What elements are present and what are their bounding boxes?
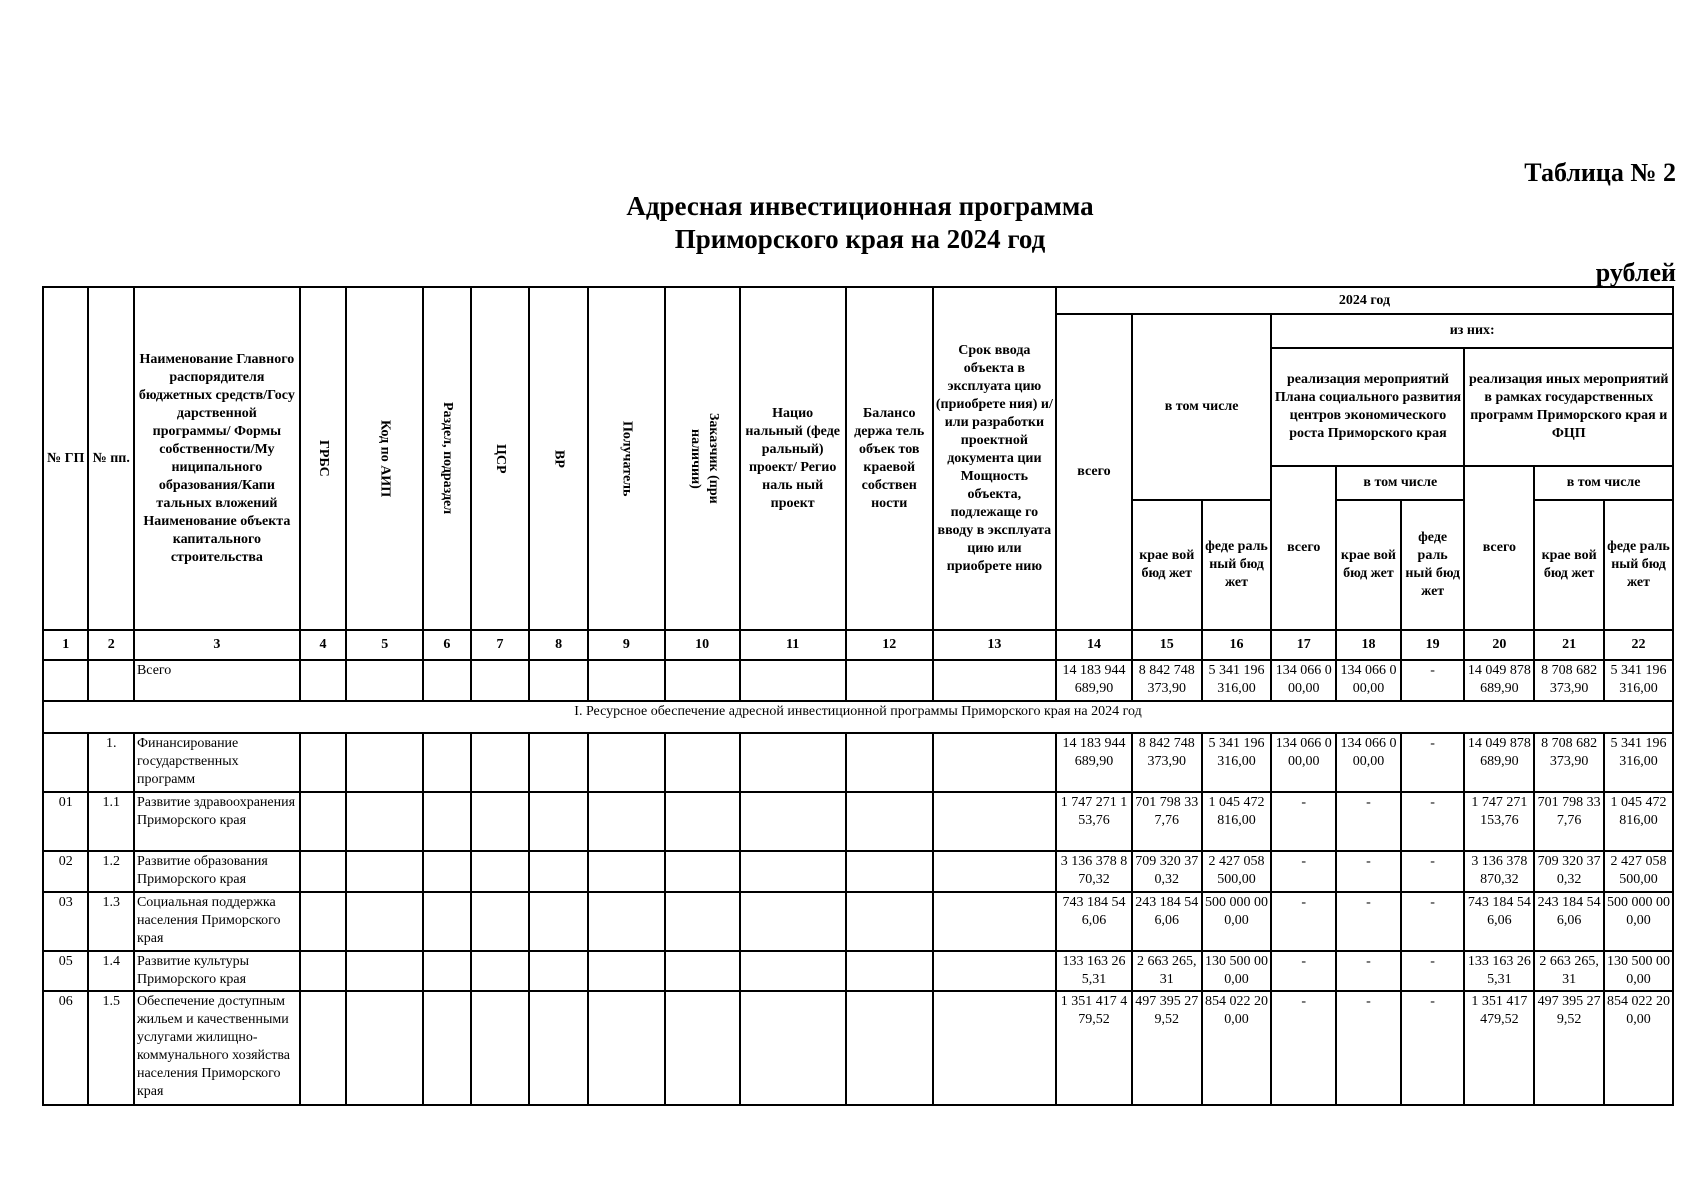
header-other-federal-budget: феде раль ный бюд жет xyxy=(1604,500,1673,630)
column-number: 15 xyxy=(1132,630,1202,660)
cell-value: 1 351 417 479,52 xyxy=(1464,991,1534,1105)
header-of-which: из них: xyxy=(1271,314,1673,348)
column-number: 10 xyxy=(665,630,740,660)
column-number: 5 xyxy=(346,630,423,660)
header-balance-holder: Балансо держа тель объек тов краевой собствен ности xyxy=(846,287,933,630)
cell-value: 14 183 944 689,90 xyxy=(1056,733,1132,792)
cell-value: - xyxy=(1336,991,1401,1105)
cell-value: - xyxy=(1401,991,1465,1105)
cell-name: Развитие здравоохранения Приморского края xyxy=(134,792,300,851)
cell-pp xyxy=(88,660,133,701)
column-number: 7 xyxy=(471,630,530,660)
cell-value: 243 184 546,06 xyxy=(1534,892,1604,951)
cell-empty xyxy=(665,892,740,951)
cell-empty xyxy=(665,660,740,701)
header-gp: № ГП xyxy=(43,287,88,630)
cell-value: 14 049 878 689,90 xyxy=(1464,660,1534,701)
cell-value: 8 708 682 373,90 xyxy=(1534,660,1604,701)
cell-empty xyxy=(471,660,530,701)
header-other-total: всего xyxy=(1464,466,1534,630)
column-number-row xyxy=(43,630,1673,660)
table-number-label: Таблица № 2 xyxy=(1524,158,1676,187)
cell-value: 133 163 265,31 xyxy=(1056,951,1132,992)
cell-value: 8 842 748 373,90 xyxy=(1132,660,1202,701)
table-row-total xyxy=(43,660,1673,701)
cell-empty xyxy=(529,792,588,851)
header-plan-including: в том числе xyxy=(1336,466,1464,500)
cell-value: 701 798 337,76 xyxy=(1534,792,1604,851)
cell-empty xyxy=(740,660,846,701)
cell-value: 133 163 265,31 xyxy=(1464,951,1534,992)
cell-value: - xyxy=(1401,951,1465,992)
cell-empty xyxy=(933,991,1056,1105)
column-number: 21 xyxy=(1534,630,1604,660)
column-number: 8 xyxy=(529,630,588,660)
column-number: 4 xyxy=(300,630,347,660)
column-number: 11 xyxy=(740,630,846,660)
cell-value: - xyxy=(1336,951,1401,992)
cell-empty xyxy=(529,660,588,701)
cell-empty xyxy=(300,991,347,1105)
program-rows xyxy=(43,733,1673,1105)
cell-value: 709 320 370,32 xyxy=(1534,851,1604,892)
cell-empty xyxy=(846,892,933,951)
cell-value: 14 049 878 689,90 xyxy=(1464,733,1534,792)
cell-value: 130 500 000,00 xyxy=(1604,951,1673,992)
column-number: 2 xyxy=(88,630,133,660)
cell-empty xyxy=(346,792,423,851)
cell-empty xyxy=(346,991,423,1105)
cell-empty xyxy=(665,792,740,851)
cell-empty xyxy=(740,991,846,1105)
cell-empty xyxy=(471,733,530,792)
table-row xyxy=(43,892,1673,951)
cell-empty xyxy=(846,792,933,851)
cell-empty xyxy=(300,951,347,992)
cell-empty xyxy=(665,991,740,1105)
cell-value: 497 395 279,52 xyxy=(1132,991,1202,1105)
cell-value: - xyxy=(1271,851,1336,892)
cell-empty xyxy=(933,660,1056,701)
cell-pp: 1.1 xyxy=(88,792,133,851)
header-plan-federal-budget: феде раль ный бюд жет xyxy=(1401,500,1465,630)
header-regional-budget: крае вой бюд жет xyxy=(1132,500,1202,630)
cell-empty xyxy=(300,660,347,701)
cell-empty xyxy=(933,733,1056,792)
cell-empty xyxy=(300,733,347,792)
cell-value: 1 045 472 816,00 xyxy=(1202,792,1272,851)
header-vr xyxy=(529,287,588,630)
cell-empty xyxy=(740,792,846,851)
document-title xyxy=(0,190,1698,256)
cell-value: 8 708 682 373,90 xyxy=(1534,733,1604,792)
cell-gp: 02 xyxy=(43,851,88,892)
cell-pp: 1.4 xyxy=(88,951,133,992)
header-total: всего xyxy=(1056,314,1132,630)
header-plan-total: всего xyxy=(1271,466,1336,630)
cell-empty xyxy=(588,733,665,792)
table-row xyxy=(43,792,1673,851)
header-aip-code xyxy=(346,287,423,630)
header-recipient-text: Получатель xyxy=(619,420,635,497)
header-grbs-text: ГРБС xyxy=(316,440,332,477)
cell-empty xyxy=(740,892,846,951)
cell-empty xyxy=(471,892,530,951)
cell-empty xyxy=(300,892,347,951)
cell-value: - xyxy=(1401,733,1465,792)
cell-gp: 05 xyxy=(43,951,88,992)
header-customer-text: Заказчик (при наличии) xyxy=(688,413,722,504)
cell-empty xyxy=(346,851,423,892)
cell-value: 5 341 196 316,00 xyxy=(1202,733,1272,792)
header-plan-group: реализация мероприятий Плана социального развития центров экономического роста Приморского края xyxy=(1271,348,1464,466)
cell-value: 134 066 000,00 xyxy=(1271,660,1336,701)
cell-name: Социальная поддержка населения Приморского края xyxy=(134,892,300,951)
cell-value: - xyxy=(1401,660,1465,701)
cell-pp: 1.3 xyxy=(88,892,133,951)
cell-empty xyxy=(846,951,933,992)
cell-value: 134 066 000,00 xyxy=(1271,733,1336,792)
header-aip-code-text: Код по АИП xyxy=(377,419,393,498)
cell-value: 709 320 370,32 xyxy=(1132,851,1202,892)
column-number: 14 xyxy=(1056,630,1132,660)
cell-value: - xyxy=(1336,851,1401,892)
cell-name: Развитие культуры Приморского края xyxy=(134,951,300,992)
cell-empty xyxy=(588,951,665,992)
cell-empty xyxy=(423,951,471,992)
investment-program-table xyxy=(42,286,1674,1106)
section-title: I. Ресурсное обеспечение адресной инвестиционной программы Приморского края на 2024 год xyxy=(43,701,1673,734)
cell-empty xyxy=(529,851,588,892)
cell-value: 1 045 472 816,00 xyxy=(1604,792,1673,851)
cell-value: 2 427 058 500,00 xyxy=(1604,851,1673,892)
cell-pp: 1.5 xyxy=(88,991,133,1105)
table-row xyxy=(43,951,1673,992)
cell-empty xyxy=(471,991,530,1105)
cell-empty xyxy=(665,733,740,792)
title-line-1: Адресная инвестиционная программа xyxy=(626,191,1094,221)
header-name: Наименование Главного распорядителя бюджетных средств/Госу дарственной программы/ Формы собственности/Му ниципального образования/Капи тальных вложений Наименование объекта капитального строительства xyxy=(134,287,300,630)
cell-gp xyxy=(43,733,88,792)
units-label: рублей xyxy=(1595,258,1676,287)
cell-empty xyxy=(346,892,423,951)
table-row xyxy=(43,851,1673,892)
cell-value: 2 663 265,31 xyxy=(1132,951,1202,992)
cell-value: 854 022 200,00 xyxy=(1604,991,1673,1105)
column-number: 13 xyxy=(933,630,1056,660)
cell-value: 1 747 271 153,76 xyxy=(1464,792,1534,851)
header-customer xyxy=(665,287,740,630)
header-pp: № пп. xyxy=(88,287,133,630)
table-row xyxy=(43,991,1673,1105)
cell-empty xyxy=(588,792,665,851)
column-number: 3 xyxy=(134,630,300,660)
cell-empty xyxy=(933,951,1056,992)
cell-value: 701 798 337,76 xyxy=(1132,792,1202,851)
cell-empty xyxy=(846,991,933,1105)
title-line-2: Приморского края на 2024 год xyxy=(674,224,1046,254)
cell-empty xyxy=(846,851,933,892)
cell-empty xyxy=(471,951,530,992)
cell-value: 743 184 546,06 xyxy=(1464,892,1534,951)
cell-empty xyxy=(846,660,933,701)
cell-empty xyxy=(423,892,471,951)
cell-value: 1 747 271 153,76 xyxy=(1056,792,1132,851)
cell-empty xyxy=(423,991,471,1105)
cell-value: 2 427 058 500,00 xyxy=(1202,851,1272,892)
cell-empty xyxy=(300,792,347,851)
cell-value: - xyxy=(1401,792,1465,851)
cell-empty xyxy=(933,792,1056,851)
column-number: 9 xyxy=(588,630,665,660)
cell-value: 134 066 000,00 xyxy=(1336,660,1401,701)
cell-value: - xyxy=(1401,892,1465,951)
cell-empty xyxy=(471,851,530,892)
cell-pp: 1.2 xyxy=(88,851,133,892)
cell-value: 5 341 196 316,00 xyxy=(1604,660,1673,701)
cell-name: Всего xyxy=(134,660,300,701)
cell-empty xyxy=(588,851,665,892)
cell-empty xyxy=(740,733,846,792)
cell-value: 500 000 000,00 xyxy=(1604,892,1673,951)
header-csr-text: ЦСР xyxy=(492,443,508,474)
cell-value: - xyxy=(1271,951,1336,992)
cell-empty xyxy=(529,733,588,792)
header-other-including: в том числе xyxy=(1534,466,1673,500)
cell-empty xyxy=(933,851,1056,892)
cell-empty xyxy=(346,951,423,992)
cell-empty xyxy=(423,851,471,892)
cell-name: Развитие образования Приморского края xyxy=(134,851,300,892)
cell-empty xyxy=(471,792,530,851)
header-commission-term: Срок ввода объекта в эксплуата цию (приобрете ния) и/или разработки проектной документа ции Мощность объекта, подлежаще го вводу в эксплуата цию или приобрете нию xyxy=(933,287,1056,630)
cell-value: 134 066 000,00 xyxy=(1336,733,1401,792)
cell-gp xyxy=(43,660,88,701)
cell-value: 3 136 378 870,32 xyxy=(1464,851,1534,892)
cell-value: 5 341 196 316,00 xyxy=(1604,733,1673,792)
header-section-text: Раздел, подраздел xyxy=(439,402,455,515)
cell-value: 130 500 000,00 xyxy=(1202,951,1272,992)
header-grbs xyxy=(300,287,347,630)
cell-empty xyxy=(588,660,665,701)
cell-empty xyxy=(588,892,665,951)
header-csr xyxy=(471,287,530,630)
cell-value: - xyxy=(1271,792,1336,851)
cell-empty xyxy=(588,991,665,1105)
column-number: 1 xyxy=(43,630,88,660)
cell-value: 854 022 200,00 xyxy=(1202,991,1272,1105)
cell-value: 3 136 378 870,32 xyxy=(1056,851,1132,892)
column-number: 19 xyxy=(1401,630,1465,660)
cell-value: 14 183 944 689,90 xyxy=(1056,660,1132,701)
cell-empty xyxy=(300,851,347,892)
header-national-project: Нацио нальный (феде ральный) проект/ Регио наль ный проект xyxy=(740,287,846,630)
cell-gp: 01 xyxy=(43,792,88,851)
cell-empty xyxy=(529,892,588,951)
cell-value: - xyxy=(1271,892,1336,951)
cell-empty xyxy=(933,892,1056,951)
cell-value: 1 351 417 479,52 xyxy=(1056,991,1132,1105)
cell-empty xyxy=(423,733,471,792)
header-other-regional-budget: крае вой бюд жет xyxy=(1534,500,1604,630)
cell-name: Обеспечение доступным жильем и качественными услугами жилищно-коммунального хозяйства населения Приморского края xyxy=(134,991,300,1105)
column-number: 20 xyxy=(1464,630,1534,660)
header-recipient xyxy=(588,287,665,630)
cell-value: - xyxy=(1401,851,1465,892)
cell-empty xyxy=(529,991,588,1105)
cell-empty xyxy=(346,733,423,792)
cell-value: 743 184 546,06 xyxy=(1056,892,1132,951)
header-other-group: реализация иных мероприятий в рамках государственных программ Приморского края и ФЦП xyxy=(1464,348,1673,466)
header-section xyxy=(423,287,471,630)
cell-empty xyxy=(346,660,423,701)
cell-value: 243 184 546,06 xyxy=(1132,892,1202,951)
header-plan-regional-budget: крае вой бюд жет xyxy=(1336,500,1401,630)
cell-empty xyxy=(740,851,846,892)
header-year: 2024 год xyxy=(1056,287,1673,314)
column-number: 12 xyxy=(846,630,933,660)
cell-name: Финансирование государственных программ xyxy=(134,733,300,792)
cell-empty xyxy=(423,792,471,851)
cell-empty xyxy=(665,951,740,992)
cell-pp: 1. xyxy=(88,733,133,792)
table-row-section xyxy=(43,701,1673,734)
cell-value: - xyxy=(1336,892,1401,951)
header-federal-budget: феде раль ный бюд жет xyxy=(1202,500,1272,630)
cell-gp: 03 xyxy=(43,892,88,951)
cell-empty xyxy=(846,733,933,792)
cell-value: 2 663 265,31 xyxy=(1534,951,1604,992)
cell-empty xyxy=(665,851,740,892)
cell-value: 497 395 279,52 xyxy=(1534,991,1604,1105)
table-row xyxy=(43,733,1673,792)
column-number: 6 xyxy=(423,630,471,660)
cell-gp: 06 xyxy=(43,991,88,1105)
cell-value: - xyxy=(1271,991,1336,1105)
cell-empty xyxy=(423,660,471,701)
header-vr-text: ВР xyxy=(551,449,567,468)
cell-value: - xyxy=(1336,792,1401,851)
column-number: 16 xyxy=(1202,630,1272,660)
cell-value: 8 842 748 373,90 xyxy=(1132,733,1202,792)
column-number: 18 xyxy=(1336,630,1401,660)
cell-value: 5 341 196 316,00 xyxy=(1202,660,1272,701)
header-including: в том числе xyxy=(1132,314,1272,500)
cell-value: 500 000 000,00 xyxy=(1202,892,1272,951)
column-number: 22 xyxy=(1604,630,1673,660)
cell-empty xyxy=(529,951,588,992)
cell-empty xyxy=(740,951,846,992)
column-number: 17 xyxy=(1271,630,1336,660)
